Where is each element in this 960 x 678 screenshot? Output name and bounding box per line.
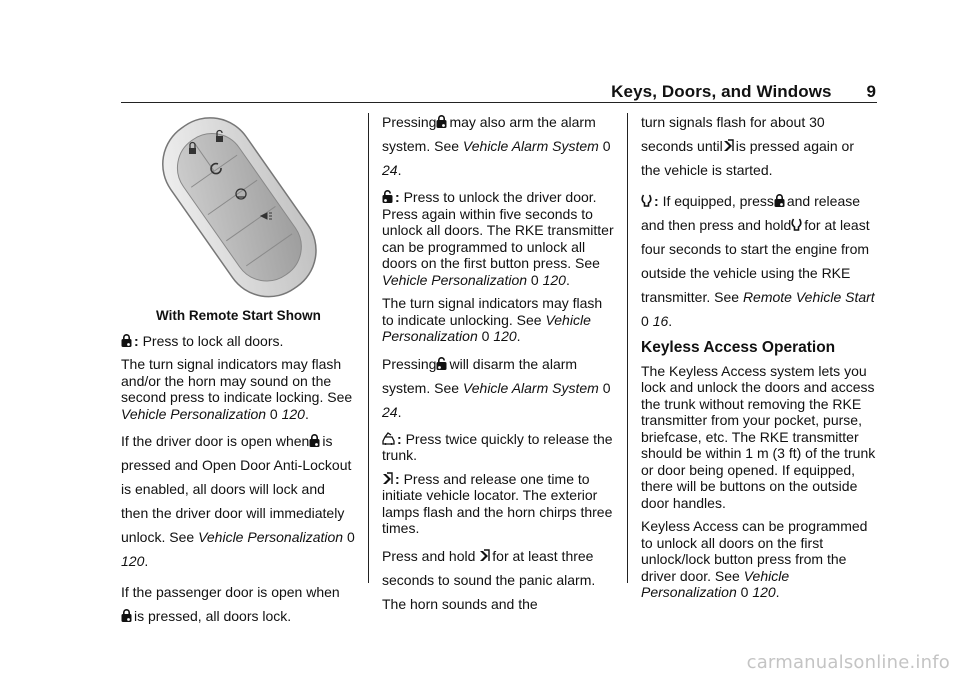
column-divider-2 bbox=[627, 113, 628, 583]
remote-start-icon bbox=[791, 218, 802, 231]
keyless-program-paragraph: Keyless Access can be programmed to unlock all doors on the first unlock/lock button press from the driver door. See Vehicle Personalization 0 120. bbox=[641, 518, 868, 600]
column-2 bbox=[382, 110, 614, 623]
page-number: 9 bbox=[866, 82, 876, 101]
lock-signal-paragraph: The turn signal indicators may flash and/or the horn may sound on the second press to indicate locking. See Vehicle Personalization 0 120. bbox=[121, 356, 353, 422]
column-1 bbox=[121, 112, 356, 635]
unlock-signal-paragraph: The turn signal indicators may flash to indicate unlocking. See Vehicle Personalization 0 120. bbox=[382, 295, 603, 344]
lock-icon bbox=[121, 609, 132, 622]
driver-door-paragraph: If the driver door is open when is pressed and Open Door Anti-Lockout is enabled, all doors will lock and then the driver door will immediately unlock. See Vehicle Personalization 0 120. bbox=[121, 433, 355, 569]
passenger-door-paragraph: If the passenger door is open when is pressed, all doors lock. bbox=[121, 584, 340, 624]
section-title-header: Keys, Doors, and Windows bbox=[611, 82, 832, 101]
lock-alarm-paragraph: Pressing may also arm the alarm system. See Vehicle Alarm System 0 24. bbox=[382, 114, 611, 178]
keyless-paragraph: The Keyless Access system lets you lock and unlock the doors and access the trunk without removing the RKE transmitter from your pocket, purse, briefcase, etc. The RKE transmitter should be within 1 m (3 ft) of the trunk or door being opened. If equipped, there will be buttons on the outside door handles. bbox=[641, 362, 876, 511]
panic-paragraph: : Press and release one time to initiate vehicle locator. The exterior lamps flash and the horn chirps three times. bbox=[382, 470, 613, 536]
running-header bbox=[0, 82, 876, 102]
figure-caption: With Remote Start Shown bbox=[156, 308, 321, 323]
panic-hold-paragraph: Press and hold for at least three seconds to sound the panic alarm. The horn sounds and the bbox=[382, 547, 596, 612]
watermark: carmanualsonline.info bbox=[746, 652, 950, 673]
lock-icon bbox=[436, 115, 447, 128]
lock-paragraph: : Press to lock all doors. bbox=[121, 333, 356, 350]
panic-continued-paragraph: turn signals flash for about 30 seconds until is pressed again or the vehicle is started. bbox=[641, 114, 855, 178]
unlock-paragraph: : Press to unlock the driver door. Press again within five seconds to unlock all doors. The RKE transmitter can be programmed to unlock all doors on the first button press. See Vehicle Personalization 0 120. bbox=[382, 189, 614, 288]
remote-start-paragraph: : If equipped, press and release and then press and hold for at least four seconds to start the engine from outside the vehicle using the RKE transmitter. See Remote Vehicle Start 0 16. bbox=[641, 193, 875, 329]
remote-start-icon bbox=[641, 194, 652, 207]
unlock-icon bbox=[436, 357, 447, 370]
section-heading: Keyless Access Operation bbox=[641, 339, 836, 356]
column-3 bbox=[641, 110, 877, 608]
column-divider-1 bbox=[368, 113, 369, 583]
unlock-icon bbox=[382, 190, 393, 203]
panic-icon bbox=[479, 549, 490, 562]
header-rule bbox=[121, 102, 877, 103]
lock-icon bbox=[774, 194, 785, 207]
trunk-paragraph: : Press twice quickly to release the trunk. bbox=[382, 430, 613, 463]
unlock-alarm-paragraph: Pressing will disarm the alarm system. See Vehicle Alarm System 0 24. bbox=[382, 355, 611, 420]
panic-icon bbox=[723, 139, 734, 152]
lock-icon bbox=[121, 334, 132, 347]
panic-icon bbox=[382, 472, 393, 485]
lock-icon bbox=[309, 434, 320, 447]
trunk-icon bbox=[382, 432, 395, 445]
key-fob-image bbox=[121, 112, 356, 302]
key-fob-illustration bbox=[121, 112, 356, 302]
